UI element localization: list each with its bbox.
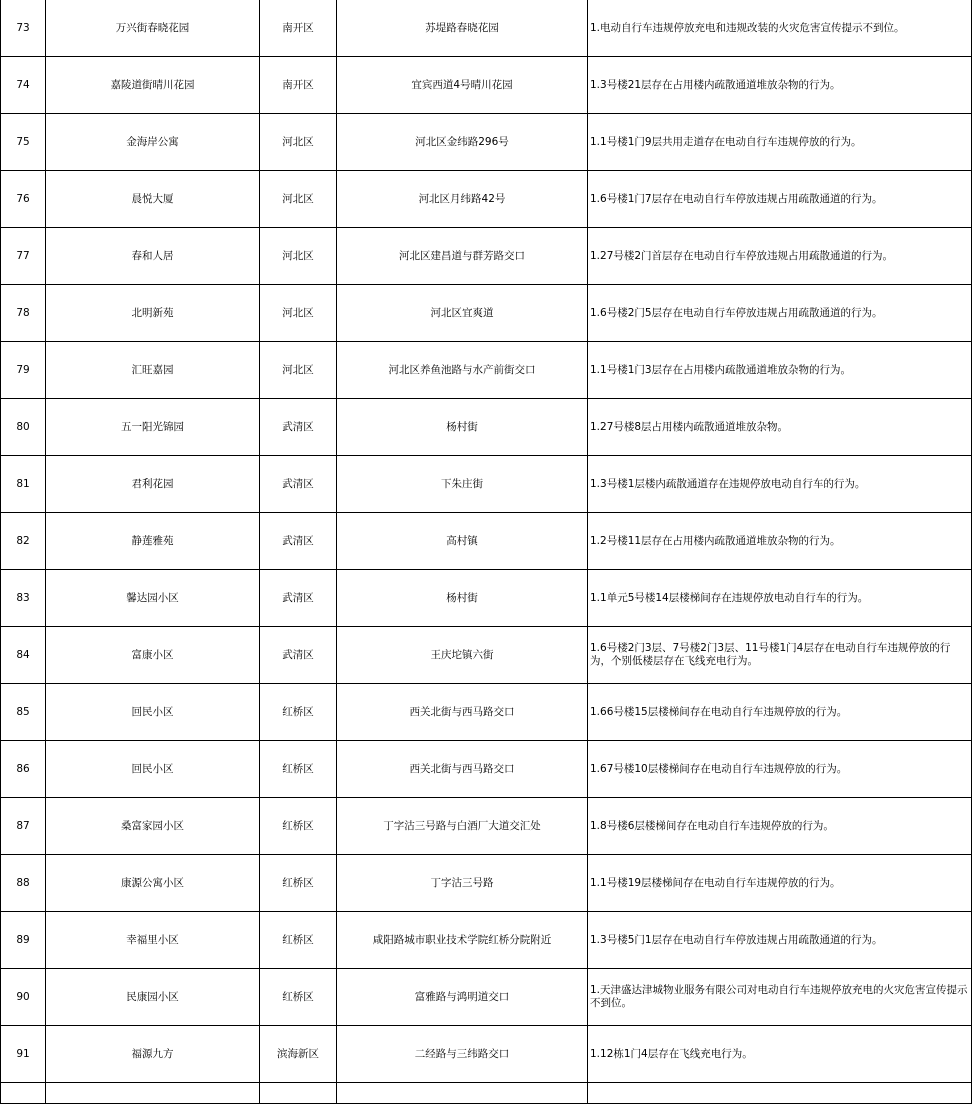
address-cell: 丁字沽三号路: [337, 855, 588, 912]
district-cell: 武清区: [260, 456, 337, 513]
community-name-cell: 民康园小区: [46, 969, 260, 1026]
row-number-cell: 77: [1, 228, 46, 285]
issue-description-cell: 1.6号楼2门5层存在电动自行车停放违规占用疏散通道的行为。: [588, 285, 972, 342]
district-cell: 河北区: [260, 171, 337, 228]
row-number-cell: 82: [1, 513, 46, 570]
district-cell: 红桥区: [260, 912, 337, 969]
issue-description-cell: 1.27号楼2门首层存在电动自行车停放违规占用疏散通道的行为。: [588, 228, 972, 285]
issue-description-cell: 1.3号楼21层存在占用楼内疏散通道堆放杂物的行为。: [588, 57, 972, 114]
address-cell: [337, 1083, 588, 1104]
table-row: [1, 228, 972, 285]
address-cell: 河北区月纬路42号: [337, 171, 588, 228]
district-cell: 河北区: [260, 228, 337, 285]
district-cell: 武清区: [260, 627, 337, 684]
row-number-cell: 89: [1, 912, 46, 969]
district-cell: 红桥区: [260, 741, 337, 798]
address-cell: 高村镇: [337, 513, 588, 570]
address-cell: 河北区金纬路296号: [337, 114, 588, 171]
address-cell: 富雅路与鸿明道交口: [337, 969, 588, 1026]
table-row: [1, 912, 972, 969]
issue-description-cell: 1.66号楼15层楼梯间存在电动自行车违规停放的行为。: [588, 684, 972, 741]
district-cell: 河北区: [260, 342, 337, 399]
community-name-cell: 康源公寓小区: [46, 855, 260, 912]
table-row: [1, 1083, 972, 1104]
community-name-cell: 金海岸公寓: [46, 114, 260, 171]
district-cell: 滨海新区: [260, 1026, 337, 1083]
table-row: [1, 342, 972, 399]
table-row: [1, 513, 972, 570]
address-cell: 苏堤路春晓花园: [337, 0, 588, 57]
district-cell: [260, 1083, 337, 1104]
table-row: [1, 684, 972, 741]
district-cell: 河北区: [260, 285, 337, 342]
table-row: [1, 456, 972, 513]
community-name-cell: 静莲雅苑: [46, 513, 260, 570]
community-name-cell: 北明新苑: [46, 285, 260, 342]
address-cell: 宜宾西道4号晴川花园: [337, 57, 588, 114]
table-row: [1, 741, 972, 798]
community-name-cell: 晨悦大厦: [46, 171, 260, 228]
table-body: [1, 0, 972, 1104]
issue-description-cell: 1.12栋1门4层存在飞线充电行为。: [588, 1026, 972, 1083]
community-name-cell: 馨达园小区: [46, 570, 260, 627]
row-number-cell: 90: [1, 969, 46, 1026]
row-number-cell: 80: [1, 399, 46, 456]
community-name-cell: 万兴街春晓花园: [46, 0, 260, 57]
community-name-cell: 汇旺嘉园: [46, 342, 260, 399]
issue-description-cell: 1.电动自行车违规停放充电和违规改装的火灾危害宣传提示不到位。: [588, 0, 972, 57]
address-cell: 二经路与三纬路交口: [337, 1026, 588, 1083]
issue-description-cell: 1.1单元5号楼14层楼梯间存在违规停放电动自行车的行为。: [588, 570, 972, 627]
table-row: [1, 285, 972, 342]
table-row: [1, 399, 972, 456]
row-number-cell: 91: [1, 1026, 46, 1083]
district-cell: 南开区: [260, 0, 337, 57]
table-row: [1, 855, 972, 912]
community-name-cell: 桑富家园小区: [46, 798, 260, 855]
issue-description-cell: 1.6号楼2门3层、7号楼2门3层、11号楼1门4层存在电动自行车违规停放的行为，个别低楼层存在飞线充电行为。: [588, 627, 972, 684]
row-number-cell: 78: [1, 285, 46, 342]
table-row: [1, 171, 972, 228]
row-number-cell: 73: [1, 0, 46, 57]
row-number-cell: 81: [1, 456, 46, 513]
district-cell: 南开区: [260, 57, 337, 114]
table-row: [1, 57, 972, 114]
table-row: [1, 1026, 972, 1083]
address-cell: 西关北街与西马路交口: [337, 684, 588, 741]
issue-description-cell: 1.2号楼11层存在占用楼内疏散通道堆放杂物的行为。: [588, 513, 972, 570]
district-cell: 红桥区: [260, 855, 337, 912]
community-name-cell: 福源九方: [46, 1026, 260, 1083]
table-row: [1, 570, 972, 627]
community-name-cell: 回民小区: [46, 741, 260, 798]
row-number-cell: 84: [1, 627, 46, 684]
address-cell: 杨村街: [337, 570, 588, 627]
district-cell: 河北区: [260, 114, 337, 171]
issue-description-cell: 1.27号楼8层占用楼内疏散通道堆放杂物。: [588, 399, 972, 456]
table-row: [1, 114, 972, 171]
community-name-cell: 回民小区: [46, 684, 260, 741]
row-number-cell: 74: [1, 57, 46, 114]
address-cell: 丁字沽三号路与白酒厂大道交汇处: [337, 798, 588, 855]
row-number-cell: 83: [1, 570, 46, 627]
row-number-cell: 88: [1, 855, 46, 912]
issue-description-cell: 1.1号楼19层楼梯间存在电动自行车违规停放的行为。: [588, 855, 972, 912]
address-cell: 王庆坨镇六街: [337, 627, 588, 684]
table-row: [1, 627, 972, 684]
community-name-cell: [46, 1083, 260, 1104]
issue-description-cell: [588, 1083, 972, 1104]
community-name-cell: 五一阳光锦园: [46, 399, 260, 456]
address-cell: 河北区宜爽道: [337, 285, 588, 342]
address-cell: 杨村街: [337, 399, 588, 456]
issue-description-cell: 1.1号楼1门3层存在占用楼内疏散通道堆放杂物的行为。: [588, 342, 972, 399]
row-number-cell: 76: [1, 171, 46, 228]
address-cell: 咸阳路城市职业技术学院红桥分院附近: [337, 912, 588, 969]
district-cell: 武清区: [260, 513, 337, 570]
issue-description-cell: 1.天津盛达津城物业服务有限公司对电动自行车违规停放充电的火灾危害宣传提示不到位。: [588, 969, 972, 1026]
district-cell: 红桥区: [260, 798, 337, 855]
community-name-cell: 君利花园: [46, 456, 260, 513]
address-cell: 河北区建昌道与群芳路交口: [337, 228, 588, 285]
issue-description-cell: 1.6号楼1门7层存在电动自行车停放违规占用疏散通道的行为。: [588, 171, 972, 228]
row-number-cell: 75: [1, 114, 46, 171]
row-number-cell: 86: [1, 741, 46, 798]
table-row: [1, 0, 972, 57]
address-cell: 河北区养鱼池路与水产前街交口: [337, 342, 588, 399]
issue-description-cell: 1.3号楼5门1层存在电动自行车停放违规占用疏散通道的行为。: [588, 912, 972, 969]
district-cell: 红桥区: [260, 684, 337, 741]
issue-description-cell: 1.1号楼1门9层共用走道存在电动自行车违规停放的行为。: [588, 114, 972, 171]
issue-description-cell: 1.67号楼10层楼梯间存在电动自行车违规停放的行为。: [588, 741, 972, 798]
community-name-cell: 嘉陵道街晴川花园: [46, 57, 260, 114]
district-cell: 武清区: [260, 570, 337, 627]
district-cell: 武清区: [260, 399, 337, 456]
issue-description-cell: 1.8号楼6层楼梯间存在电动自行车违规停放的行为。: [588, 798, 972, 855]
address-cell: 西关北街与西马路交口: [337, 741, 588, 798]
community-name-cell: 富康小区: [46, 627, 260, 684]
row-number-cell: 79: [1, 342, 46, 399]
row-number-cell: [1, 1083, 46, 1104]
row-number-cell: 85: [1, 684, 46, 741]
community-name-cell: 春和人居: [46, 228, 260, 285]
community-name-cell: 幸福里小区: [46, 912, 260, 969]
issue-description-cell: 1.3号楼1层楼内疏散通道存在违规停放电动自行车的行为。: [588, 456, 972, 513]
table-row: [1, 969, 972, 1026]
row-number-cell: 87: [1, 798, 46, 855]
table-row: [1, 798, 972, 855]
district-cell: 红桥区: [260, 969, 337, 1026]
address-cell: 下朱庄街: [337, 456, 588, 513]
